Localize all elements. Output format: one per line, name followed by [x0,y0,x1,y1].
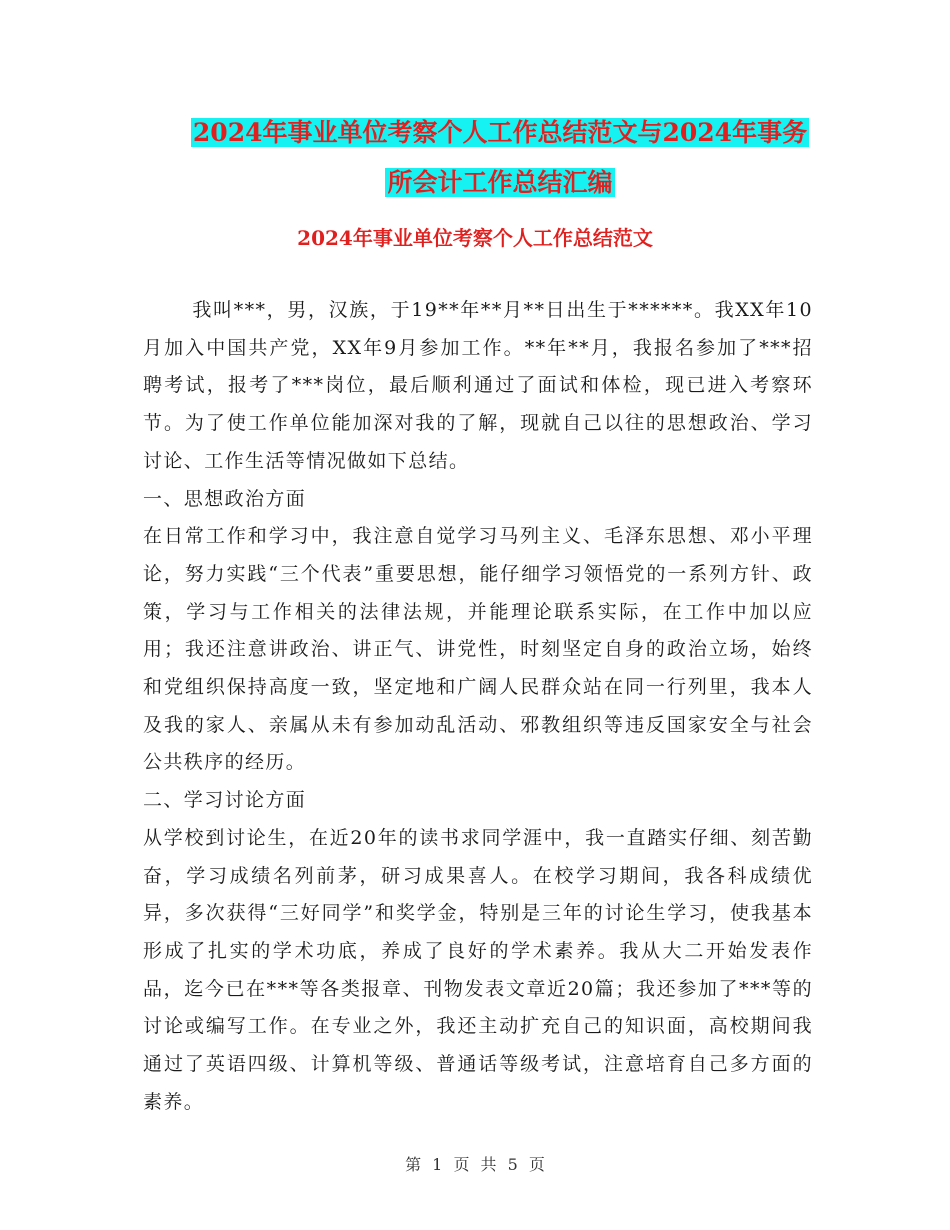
document-body [143,292,813,1121]
section-title: 2024年事业单位考察个人工作总结范文 [297,226,653,250]
document-title [140,108,860,208]
paragraph-intro: 我叫***，男，汉族，于19**年**月**日出生于******。我XX年10月加入中国共产党，XX年9月参加工作。**年**月，我报名参加了***招聘考试，报考了***岗位，最后顺利通过了面试和体检，现已进入考察环节。为了使工作单位能加深对我的了解，现就自己以往的思想政治、学习讨论、工作生活等情况做如下总结。 [143,299,813,472]
title-line-2: 所会计工作总结汇编 [387,168,613,197]
paragraph-study: 从学校到讨论生，在近20年的读书求同学涯中，我一直踏实仔细、刻苦勤奋，学习成绩名列前茅，研习成果喜人。在校学习期间，我各科成绩优异，多次获得“三好同学”和奖学金，特别是三年的讨论生学习，使我基本形成了扎实的学术功底，养成了良好的学术素养。我从大二开始发表作品，迄今已在***等各类报章、刊物发表文章近20篇；我还参加了***等的讨论或编写工作。在专业之外，我还主动扩充自己的知识面，高校期间我通过了英语四级、计算机等级、普通话等级考试，注意培育自己多方面的素养。 [143,826,813,1113]
paragraph-political: 在日常工作和学习中，我注意自觉学习马列主义、毛泽东思想、邓小平理论，努力实践“三个代表”重要思想，能仔细学习领悟党的一系列方针、政策，学习与工作相关的法律法规，并能理论联系实际，在工作中加以应用；我还注意讲政治、讲正气、讲党性，时刻坚定自身的政治立场，始终和党组织保持高度一致，坚定地和广阔人民群众站在同一行列里，我本人及我的家人、亲属从未有参加动乱活动、邪教组织等违反国家安全与社会公共秩序的经历。 [143,525,813,774]
title-line-1: 2024年事业单位考察个人工作总结范文与2024年事务 [192,118,808,147]
heading-political: 一、思想政治方面 [143,487,307,510]
page-footer: 第 1 页 共 5 页 [405,1155,545,1174]
heading-study: 二、学习讨论方面 [143,789,307,812]
